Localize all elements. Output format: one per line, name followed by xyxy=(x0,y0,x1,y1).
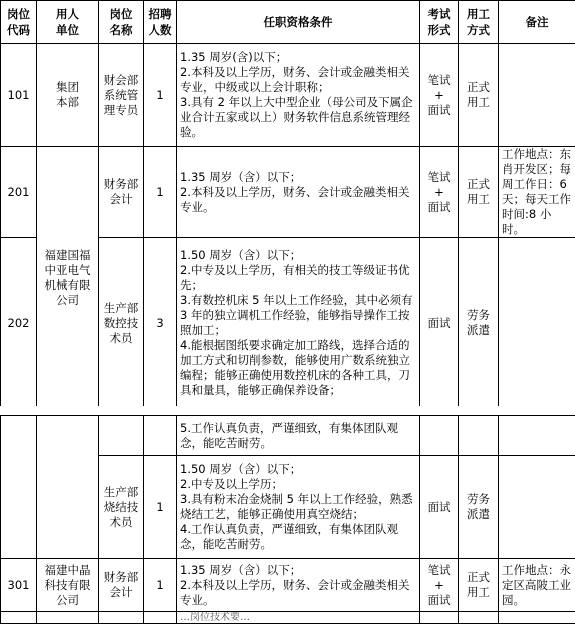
cut-cell xyxy=(459,612,499,624)
cut-cell xyxy=(1,612,37,624)
row-notes xyxy=(499,44,575,147)
table-row xyxy=(1,147,575,238)
cut-cell xyxy=(420,612,459,624)
cut-cell xyxy=(99,612,144,624)
row-employment: 正式 用工 xyxy=(459,44,499,147)
row-exam: 面试 xyxy=(420,238,459,409)
header-position: 岗位 名称 xyxy=(99,1,144,44)
row-position: 财务部 会计 xyxy=(99,559,144,612)
row-employment: 劳务 派遣 xyxy=(459,238,499,409)
table-row-continuation xyxy=(1,416,575,456)
row-exam: 笔试 + 面试 xyxy=(420,44,459,147)
row-notes xyxy=(499,456,575,559)
row-count: 3 xyxy=(144,238,177,409)
table-row-cut-off xyxy=(1,612,575,624)
row-employer-shared: 福建国福中亚电气机械有限公司 xyxy=(37,147,99,409)
row-notes: 工作地点：东肖开发区；每周工作日：6天；每天工作时间:8 小时。 xyxy=(499,147,575,238)
row-exam: 面试 xyxy=(420,456,459,559)
row-code: 301 xyxy=(1,559,37,612)
row-employment: 正式 用工 xyxy=(459,559,499,612)
row-count: 1 xyxy=(144,456,177,559)
page-break-gap xyxy=(0,406,575,415)
row-code: 101 xyxy=(1,44,37,147)
row-requirements: 1.35 周岁（含）以下； 2.本科及以上学历，财务、会计或金融类相关专业。 xyxy=(177,147,420,238)
header-code: 岗位 代码 xyxy=(1,1,37,44)
row-code-empty xyxy=(1,416,37,559)
row-count: 1 xyxy=(144,44,177,147)
recruitment-table-part2 xyxy=(0,415,575,624)
row-exam: 笔试 + 面试 xyxy=(420,559,459,612)
row-notes xyxy=(499,238,575,409)
header-employer: 用人 单位 xyxy=(37,1,99,44)
cut-cell xyxy=(37,612,99,624)
row-position-empty xyxy=(99,416,144,456)
row-employer: 福建中晶科技有限公司 xyxy=(37,559,99,612)
row-position: 生产部 数控技 术员 xyxy=(99,238,144,409)
row-notes-empty xyxy=(499,416,575,456)
row-notes: 工作地点：永定区高陂工业园。 xyxy=(499,559,575,612)
cut-cell xyxy=(499,612,575,624)
row-requirements: 1.35 周岁(含)以下； 2.本科及以上学历，财务、会计或金融类相关专业，中级或以上会计职称； 3.具有 2 年以上大中型企业（母公司及下属企业合计五家或以上）财务软件信息系统管理经验。 xyxy=(177,44,420,147)
row-position: 财会部 系统管 理专员 xyxy=(99,44,144,147)
row-position: 生产部 烧结技 术员 xyxy=(99,456,144,559)
row-position: 财务部 会计 xyxy=(99,147,144,238)
row-exam: 笔试 + 面试 xyxy=(420,147,459,238)
row-count: 1 xyxy=(144,147,177,238)
row-exam-empty xyxy=(420,416,459,456)
row-employer-empty xyxy=(37,416,99,559)
table-header-row xyxy=(1,1,575,44)
cut-cell xyxy=(144,612,177,624)
row-employment: 劳务 派遣 xyxy=(459,456,499,559)
row-employment-empty xyxy=(459,416,499,456)
header-requirements: 任职资格条件 xyxy=(177,1,420,44)
row-requirements: 1.50 周岁（含）以下； 2.中专及以上学历，有相关的技工等级证书优先； 3.有数控机床 5 年以上工作经验，其中必须有 3 年的独立调机工作经验，能够指导操作工按照加工； 4.能根据图纸要求确定加工路线，选择合适的加工方式和切削参数，能够使用广数系统独立编程；能够正确使用数控机床的各种工具，刀具和量具，能够正确保养设备； xyxy=(177,238,420,409)
row-employer: 集团 本部 xyxy=(37,44,99,147)
header-exam: 考试 形式 xyxy=(420,1,459,44)
row-requirements: 5.工作认真负责，严谨细致，有集体团队观念，能吃苦耐劳。 xyxy=(177,416,420,456)
header-count: 招聘 人数 xyxy=(144,1,177,44)
row-code: 202 xyxy=(1,238,37,409)
header-employment: 用工 方式 xyxy=(459,1,499,44)
cut-requirements-fragment: …岗位技术要… xyxy=(177,612,420,624)
row-employment: 正式 用工 xyxy=(459,147,499,238)
row-count: 1 xyxy=(144,559,177,612)
table-row xyxy=(1,559,575,612)
table-row xyxy=(1,44,575,147)
row-requirements: 1.35 周岁（含）以下； 2.本科及以上学历，财务、会计或金融类相关专业。 xyxy=(177,559,420,612)
header-notes: 备注 xyxy=(499,1,575,44)
row-requirements: 1.50 周岁（含）以下； 2.中专及以上学历； 3.具有粉末冶金烧制 5 年以上工作经验，熟悉烧结工艺，能够正确使用真空烧结； 4.工作认真负责，严谨细致，有集体团队观念，能吃苦耐劳。 xyxy=(177,456,420,559)
row-count-empty xyxy=(144,416,177,456)
row-code: 201 xyxy=(1,147,37,238)
